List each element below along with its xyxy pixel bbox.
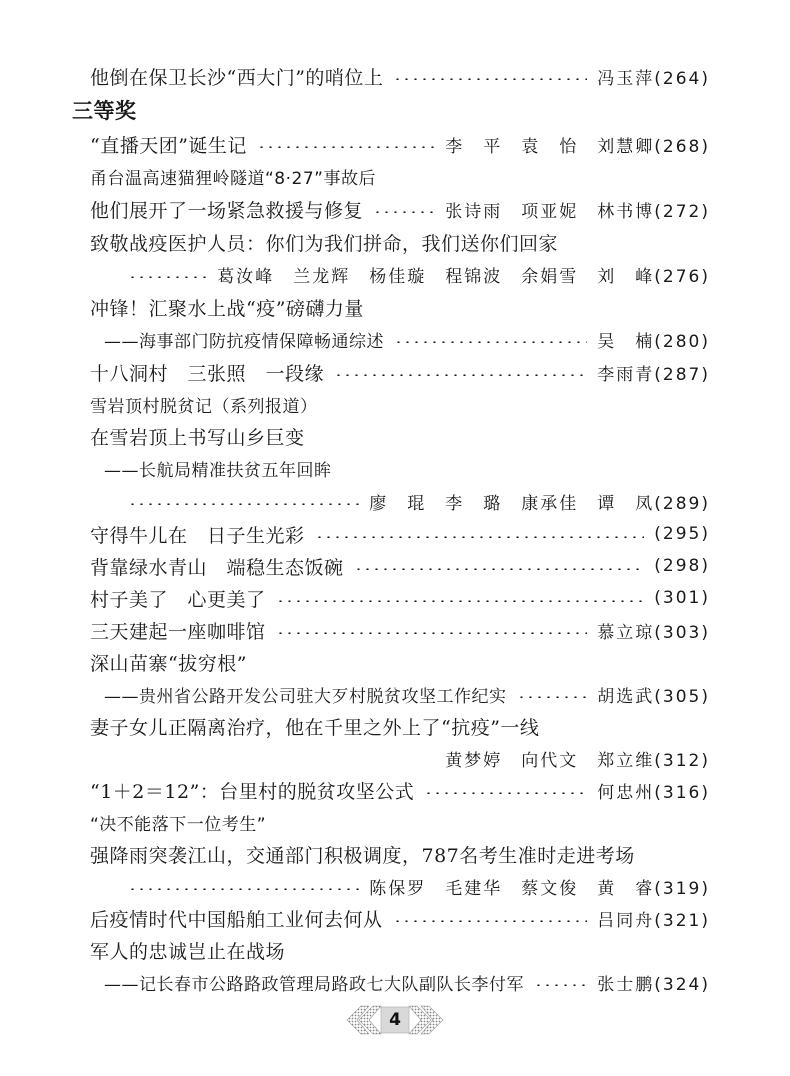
entry-title: 妻子女儿正隔离治疗，他在千里之外上了“抗疫”一线 — [90, 716, 540, 739]
toc-entry — [90, 838, 710, 870]
entry-title: ——贵州省公路开发公司驻大歹村脱贫攻坚工作纪实 — [104, 686, 507, 707]
entry-author: 冯玉萍(264) — [597, 68, 710, 89]
leader-dots — [424, 792, 587, 794]
toc-entry — [90, 291, 710, 323]
toc-entry — [90, 550, 710, 582]
entry-title: 十八洞村 三张照 一段缘 — [90, 362, 325, 385]
entry-author: (295) — [654, 524, 710, 544]
toc-entry — [90, 742, 710, 774]
toc-entry — [90, 614, 710, 646]
entry-author: 张士鹏(324) — [597, 974, 710, 995]
leader-dots — [257, 146, 435, 148]
toc-entry — [104, 323, 710, 355]
entry-author: 李雨青(287) — [597, 364, 710, 385]
entry-title: 三天建起一座咖啡馆 — [90, 620, 266, 643]
entry-title: 军人的忠诚岂止在战场 — [90, 940, 286, 963]
page-number-badge — [345, 1002, 445, 1038]
section-heading — [72, 94, 710, 126]
entry-title: 冲锋！汇聚水上战“疫”磅礴力量 — [90, 297, 364, 320]
entry-title: 村子美了 心更美了 — [90, 588, 266, 611]
leader-dots — [394, 341, 587, 343]
leader-dots — [128, 276, 207, 278]
entry-author: 何忠州(316) — [597, 782, 710, 803]
toc-entry — [90, 934, 710, 966]
toc-entry — [118, 258, 710, 290]
toc-entry — [90, 582, 710, 614]
entry-author: 吕同舟(321) — [597, 910, 710, 931]
toc-entry — [90, 420, 710, 452]
entry-title: 深山苗寨“拔穷根” — [90, 652, 247, 675]
entry-author: (301) — [654, 588, 710, 608]
toc-entry — [118, 485, 710, 517]
leader-dots — [517, 696, 588, 698]
leader-dots — [393, 78, 587, 80]
leader-dots — [315, 536, 645, 538]
toc-entry — [90, 518, 710, 550]
entry-title: “1＋2＝12”：台里村的脱贫攻坚公式 — [90, 780, 415, 803]
entry-title: ——海事部门防抗疫情保障畅通综述 — [104, 331, 384, 352]
toc-entry — [90, 226, 710, 258]
toc-entry — [104, 452, 710, 484]
entry-title: 背靠绿水青山 端稳生态饭碗 — [90, 556, 344, 579]
entry-title: 后疫情时代中国船舶工业何去何从 — [90, 908, 383, 931]
entry-title: 致敬战疫医护人员：你们为我们拼命，我们送你们回家 — [90, 232, 559, 255]
entry-author: 慕立琼(303) — [597, 622, 710, 643]
toc-entry — [104, 678, 710, 710]
entry-author: 胡选武(305) — [597, 686, 710, 707]
toc-entry — [90, 193, 710, 225]
entry-title: “直播天团”诞生记 — [90, 134, 247, 157]
entry-author: 葛汝峰 兰龙辉 杨佳璇 程锦波 余娟雪 刘 峰(276) — [217, 266, 710, 287]
toc-entry — [90, 160, 710, 192]
entry-title: 甬台温高速猫狸岭隧道“8·27”事故后 — [90, 168, 376, 189]
entry-author: 陈保罗 毛建华 蔡文俊 黄 睿(319) — [369, 878, 710, 899]
entry-author: 吴 楠(280) — [597, 331, 710, 352]
entry-author: 张诗雨 项亚妮 林书博(272) — [445, 201, 710, 222]
toc-entry — [90, 774, 710, 806]
leader-dots — [276, 632, 588, 634]
entry-author: 黄梦婷 向代文 郑立维(312) — [445, 750, 710, 771]
section-title: 三等奖 — [72, 98, 137, 123]
toc-entry — [90, 646, 710, 678]
toc-entry — [90, 902, 710, 934]
toc-entry — [104, 966, 710, 998]
entry-title: 他们展开了一场紧急救援与修复 — [90, 199, 364, 222]
entry-author: (298) — [654, 556, 710, 576]
page-number: 4 — [389, 1010, 401, 1030]
entry-title: 他倒在保卫长沙“西大门”的哨位上 — [90, 66, 384, 89]
toc-entry — [90, 806, 710, 838]
toc-entry — [118, 870, 710, 902]
toc-entry — [90, 356, 710, 388]
leader-dots — [128, 888, 359, 890]
entry-title: 守得牛儿在 日子生光彩 — [90, 524, 305, 547]
entry-title: 强降雨突袭江山，交通部门积极调度，787名考生准时走进考场 — [90, 844, 635, 867]
entry-author: 廖 琨 李 璐 康承佳 谭 凤(289) — [369, 493, 710, 514]
leader-dots — [393, 920, 588, 922]
entry-title: ——长航局精准扶贫五年回眸 — [104, 460, 332, 481]
leader-dots — [534, 984, 587, 986]
leader-dots — [354, 568, 645, 570]
entry-title: 雪岩顶村脱贫记（系列报道） — [90, 396, 318, 417]
entry-author: 李 平 袁 怡 刘慧卿(268) — [445, 136, 710, 157]
toc-entry — [90, 60, 710, 92]
toc-entry — [90, 710, 710, 742]
entry-title: 在雪岩顶上书写山乡巨变 — [90, 426, 305, 449]
toc-entry — [90, 388, 710, 420]
leader-dots — [128, 503, 359, 505]
entry-title: ——记长春市公路路政管理局路政七大队副队长李付军 — [104, 974, 524, 995]
leader-dots — [373, 211, 435, 213]
leader-dots — [334, 374, 587, 376]
entry-title: “决不能落下一位考生” — [90, 814, 267, 835]
toc-entry — [90, 128, 710, 160]
leader-dots — [276, 600, 645, 602]
